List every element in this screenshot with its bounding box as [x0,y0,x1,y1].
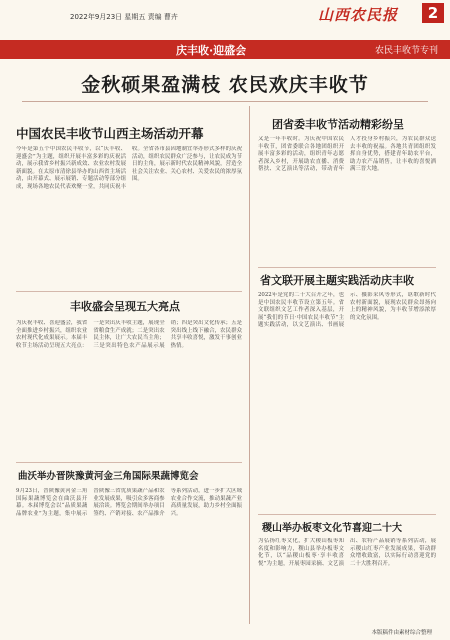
banner-title: 庆丰收·迎盛会 [176,44,247,57]
article-2-body: 又是一年丰收时。为庆祝中国农民丰收节，团省委联合各地团组织开展丰富多彩的活动，组织青年志愿者深入乡村，开展助农直播、消费帮扶、文艺演出等活动，带动青年人才投身乡村振兴，为农民群众送去丰收的祝福。各地共青团组织发挥自身优势，搭建青年助农平台，助力农产品销售，让丰收的喜悦洒满三晋大地。 [258,136,436,172]
section-banner [0,40,450,59]
article-1-body: 今年是第五个中国农民丰收节，以“庆丰收、迎盛会”为主题，组织开展丰富多彩的庆祝活动，展示我省乡村振兴新成效、农业农村发展新面貌。在太原市清徐县举办的山西省主场活动，由开幕式、展示展销、专题活动等部分组成，现场各地农民代表欢聚一堂，共同庆祝丰收。全省各市县因地制宜举办形式多样的庆祝活动，组织农民群众广泛参与，让农民成为节日的主角，展示新时代农民精神风貌，营造全社会关注农业、关心农村、关爱农民的浓厚氛围。 [16,146,242,190]
article-3-body: 为庆祝丰收、喜迎盛会，我省全面推进乡村振兴，组织农业农村现代化成果展示。本届丰收节主场活动呈现五大亮点：一是突出庆丰收主题，展现全省粮食生产成就；二是突出农民主体，让广大农民当主角；三是突出特色农产品展示展销；四是突出文化传承；五是突出线上线下融合，农民群众共享丰收喜悦，激发干事创业热情。 [16,320,242,349]
article-5-title: 曲沃举办晋陕豫黄河金三角国际果蔬博览会 [18,471,199,482]
article-1-title: 中国农民丰收节山西主场活动开幕 [16,126,204,141]
issue-date: 2022年9月23日 星期五 责编 曹卉 [70,13,178,21]
article-2-title: 团省委丰收节活动精彩纷呈 [272,118,404,131]
article-5-body: 9月23日，晋陕豫黄河金三角国际果蔬博览会在曲沃县开幕。本届博览会以“品质果蔬 品牌农业”为主题，集中展示晋陕豫三省优质果蔬产品和农业发展成果，吸引众多客商参展洽谈。博览会期间举办项目签约、产销对接、农产品推介等系列活动，进一步扩大区域农业合作交流，推动果蔬产业高质量发展，助力乡村全面振兴。 [16,488,242,517]
article-6-title: 稷山举办板枣文化节喜迎二十大 [262,523,402,534]
page-header [0,0,450,42]
article-divider [16,291,242,292]
column-divider [249,106,250,624]
article-4-body: 2022年是党的二十大召开之年，也是中国农民丰收节设立第五年。省文联组织文艺工作者深入基层，开展“我们的节日·中国农民丰收节”主题实践活动，以文艺演出、书画展示、摄影采风等形式，讴歌新时代农村新面貌，展现农民群众昂扬向上的精神风貌，为丰收节增添浓厚的文化氛围。 [258,292,436,328]
main-headline: 金秋硕果盈满枝 农民欢庆丰收节 [81,74,369,96]
article-4-title: 省文联开展主题实践活动庆丰收 [260,274,414,287]
page-footer: 本版稿件由素材综合整理 [371,630,432,636]
page-number: 2 [422,3,444,23]
column-name: 农民丰收节专刊 [374,46,438,56]
article-divider [258,267,436,268]
article-divider [16,462,242,463]
masthead: 山西农民报 [318,6,399,24]
headline-divider [22,101,428,102]
article-6-body: 为弘扬红枣文化，扩大稷山板枣知名度和影响力，稷山县举办板枣文化节，以“品稷山板枣·享丰收喜悦”为主题，开展枣园采摘、文艺演出、农特产品展销等系列活动，展示稷山红枣产业发展成果，带动群众增收致富，以实际行动喜迎党的二十大胜利召开。 [258,538,436,567]
article-3-title: 丰收盛会呈现五大亮点 [70,300,180,313]
article-divider [258,514,436,515]
